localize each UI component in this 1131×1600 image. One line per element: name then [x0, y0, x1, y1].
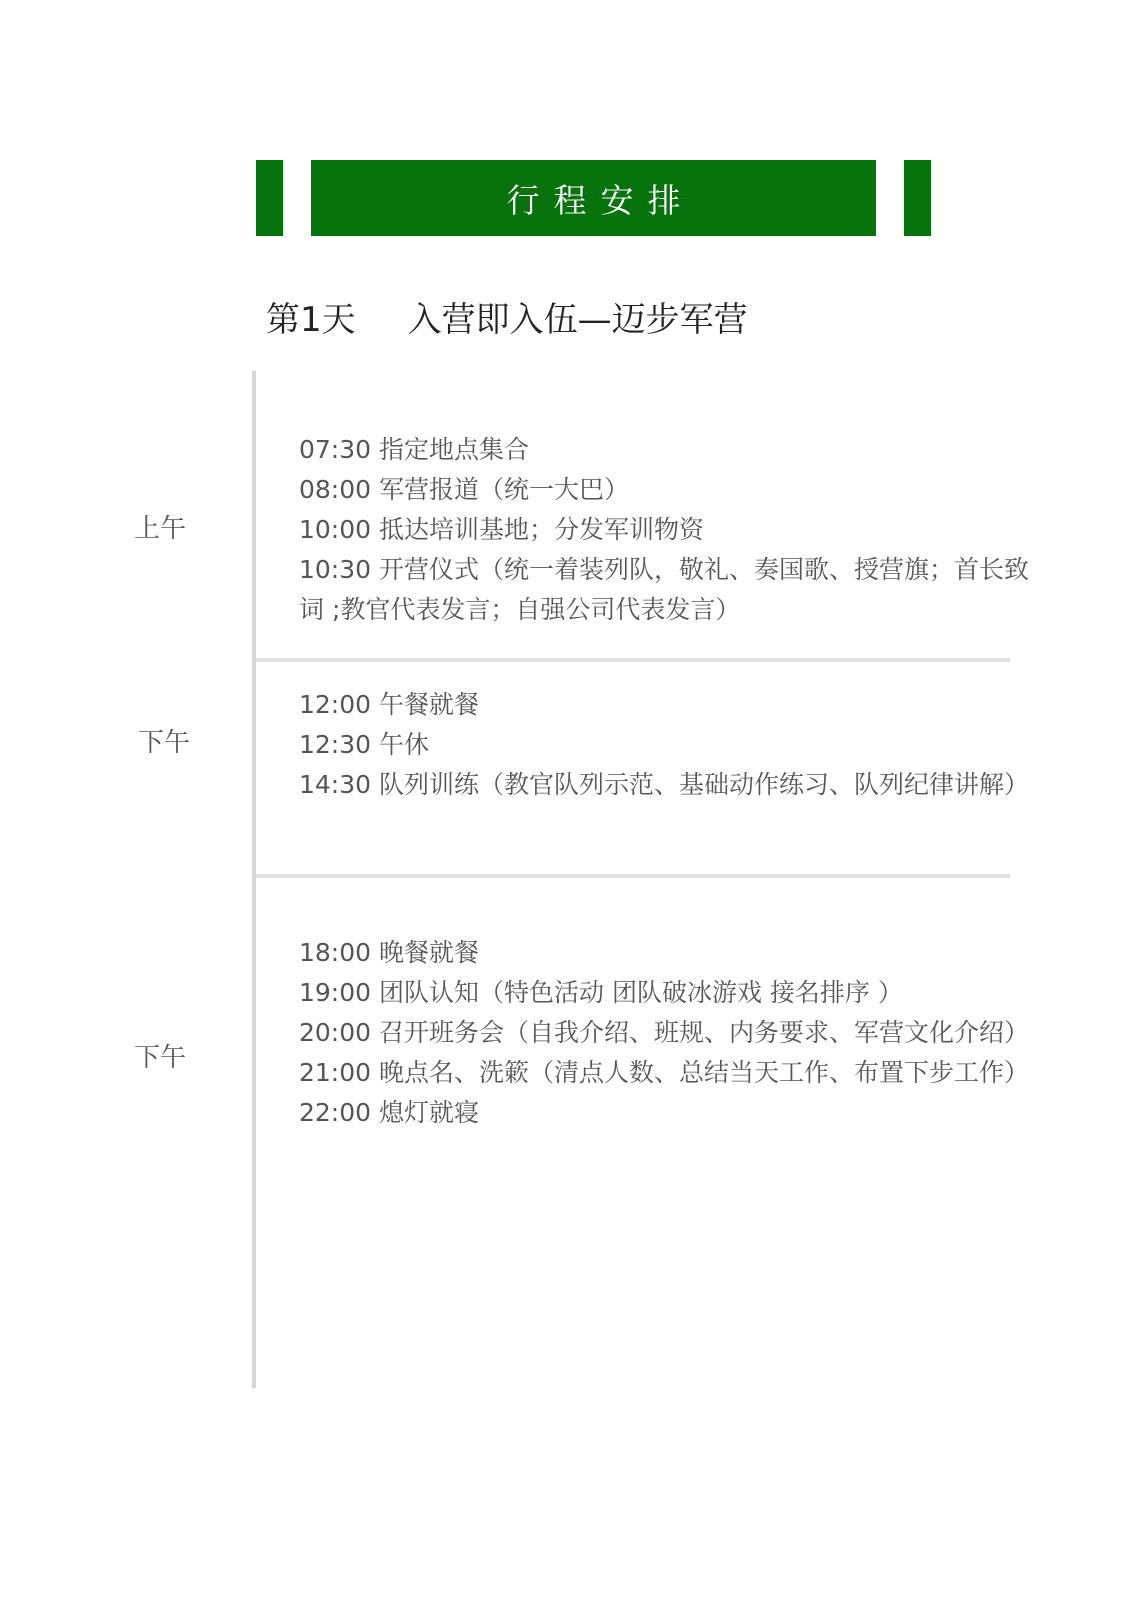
schedule-item: 19:00 团队认知（特色活动 团队破冰游戏 接名排序 ） — [299, 978, 903, 1007]
timeline-line — [252, 371, 256, 1388]
day-heading — [266, 292, 748, 341]
day-title: 入营即入伍—迈步军营 — [407, 300, 748, 340]
section-divider — [256, 658, 1010, 662]
header-right-accent-bar — [904, 160, 931, 236]
evening-schedule-list — [299, 933, 1044, 1133]
day-label: 第1天 — [266, 300, 356, 340]
schedule-item: 07:30 指定地点集合 — [299, 435, 529, 464]
schedule-item: 10:30 开营仪式（统一着装列队，敬礼、奏国歌、授营旗；首长致词 ;教官代表发言；自强公司代表发言） — [299, 555, 1029, 624]
schedule-item: 18:00 晚餐就餐 — [299, 938, 479, 967]
header-left-accent-bar — [256, 160, 283, 236]
schedule-item: 08:00 军营报道（统一大巴） — [299, 475, 629, 504]
section-title: 行程安排 — [506, 180, 695, 220]
period-label-afternoon: 下午 — [138, 728, 191, 758]
schedule-item: 21:00 晚点名、洗簌（清点人数、总结当天工作、布置下步工作） — [299, 1058, 1029, 1087]
schedule-item: 14:30 队列训练（教官队列示范、基础动作练习、队列纪律讲解） — [299, 770, 1029, 799]
schedule-item: 10:00 抵达培训基地；分发军训物资 — [299, 515, 704, 544]
morning-schedule-list — [299, 430, 1044, 630]
schedule-item: 20:00 召开班务会（自我介绍、班规、内务要求、军营文化介绍） — [299, 1018, 1029, 1047]
section-divider — [256, 874, 1010, 878]
schedule-item: 12:30 午休 — [299, 730, 429, 759]
section-title-banner — [311, 160, 876, 236]
period-label-morning: 上午 — [134, 514, 187, 544]
period-label-evening: 下午 — [134, 1043, 187, 1073]
schedule-item: 22:00 熄灯就寝 — [299, 1098, 479, 1127]
afternoon-schedule-list — [299, 685, 1044, 805]
schedule-item: 12:00 午餐就餐 — [299, 690, 479, 719]
